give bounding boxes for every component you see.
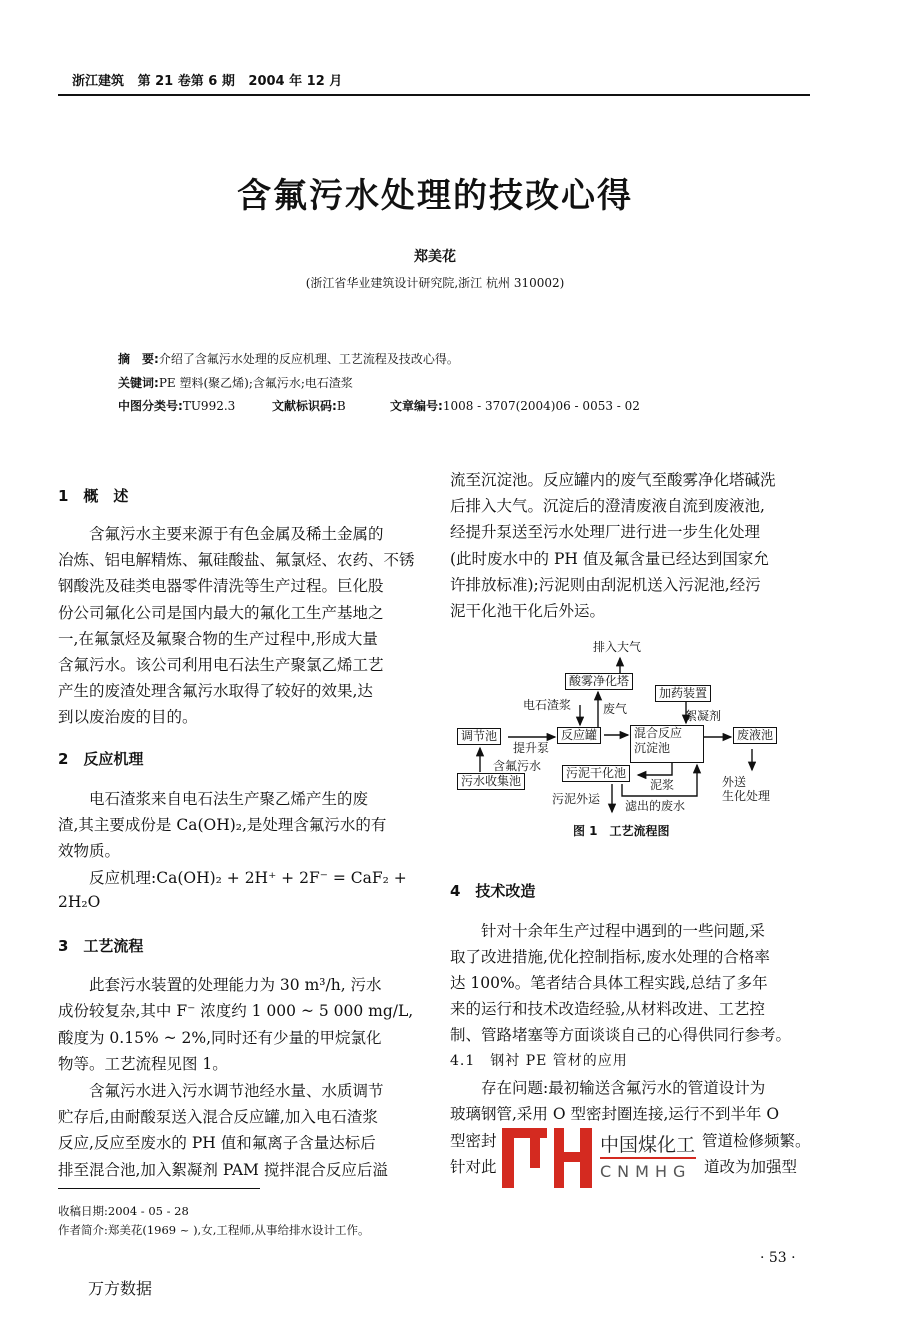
body-line: 反应,反应至废水的 PH 值和氟离子含量达标后 (58, 1134, 376, 1153)
section-4-1-heading: 4.1 钢衬 PE 管材的应用 (450, 1053, 628, 1069)
mixing-tank-line2: 沉淀池 (634, 741, 671, 755)
doc-code-label: 文献标识码: (272, 399, 337, 413)
label-sludge: 泥浆 (650, 778, 675, 792)
body-line: 含氟污水。该公司利用电石法生产聚氯乙烯工艺 (58, 656, 384, 674)
body-line: 产生的废渣处理含氟污水取得了较好的效果,达 (58, 682, 373, 701)
body-line: 物等。工艺流程见图 1。 (58, 1054, 228, 1073)
label-lift-pump: 提升泵 (513, 741, 550, 755)
label-carbide-slurry: 电石渣浆 (523, 698, 572, 712)
mixing-tank-line1: 混合反应 (634, 726, 683, 740)
page-number: · 53 · (760, 1250, 796, 1266)
body-line: 此套污水装置的处理能力为 30 m³/h, 污水 (58, 976, 382, 994)
body-line: 型密封 (450, 1132, 497, 1150)
body-line: 制、管路堵塞等方面谈谈自己的心得供同行参考。 (450, 1026, 792, 1045)
journal-name: 浙江建筑 (72, 74, 125, 89)
label-fluorine-wastewater: 含氟污水 (493, 759, 542, 773)
box-regulating-tank: 调节池 (457, 728, 501, 745)
box-dosing-device: 加药装置 (655, 685, 711, 702)
body-line: 管道检修频繁。 (702, 1129, 811, 1151)
body-line: 排至混合池,加入絮凝剂 PAM 搅拌混合反应后溢 (58, 1160, 388, 1179)
body-line: 来的运行和技术改造经验,从材料改进、工艺控 (450, 1000, 765, 1019)
body-line: 泥干化池干化后外运。 (450, 602, 606, 620)
body-line: 2H₂O (58, 893, 101, 911)
body-line: 玻璃钢管,采用 O 型密封圈连接,运行不到半年 O (450, 1105, 780, 1124)
box-reaction-tank: 反应罐 (557, 727, 601, 744)
keywords-text: PE 塑料(聚乙烯);含氟污水;电石渣浆 (158, 376, 353, 390)
watermark-cn: 中国煤化工 (600, 1134, 696, 1156)
section-4-heading: 4 技术改造 (450, 882, 536, 900)
doc-code-text: B (336, 399, 346, 413)
source-mark: 万方数据 (88, 1279, 153, 1298)
body-line: 针对十余年生产过程中遇到的一些问题,采 (450, 922, 765, 940)
affiliation: (浙江省华业建筑设计研究院,浙江 杭州 310002) (305, 276, 565, 290)
body-line: 电石渣浆来自电石法生产聚乙烯产生的废 (58, 790, 369, 808)
body-line: 效物质。 (58, 842, 121, 861)
author-bio: 作者简介:郑美花(1969 ~ ),女,工程师,从事给排水设计工作。 (58, 1223, 370, 1237)
label-filtered-water: 滤出的废水 (625, 799, 686, 813)
article-no-label: 文章编号: (390, 399, 443, 413)
watermark-logo (502, 1128, 592, 1188)
body-line: 许排放标准);污泥则由刮泥机送入污泥池,经污 (450, 575, 761, 594)
box-mixing-sedimentation-tank (630, 725, 704, 763)
body-line: 含氟污水主要来源于有色金属及稀土金属的 (58, 525, 384, 543)
clc-label: 中图分类号: (118, 399, 183, 413)
label-flocculant: 絮凝剂 (685, 709, 722, 723)
body-line: 达 100%。笔者结合具体工程实践,总结了多年 (450, 974, 768, 993)
author: 郑美花 (414, 249, 456, 265)
article-no-text: 1008 - 3707(2004)06 - 0053 - 02 (442, 399, 640, 413)
box-acid-mist-tower: 酸雾净化塔 (565, 673, 633, 690)
label-exhaust-to-air: 排入大气 (593, 640, 642, 654)
article-title: 含氟污水处理的技改心得 (237, 176, 633, 216)
body-line: 反应机理:Ca(OH)₂ + 2H⁺ + 2F⁻ = CaF₂ + (58, 869, 407, 887)
body-line: 后排入大气。沉淀后的澄清废液自流到废液池, (450, 497, 765, 516)
body-line: 贮存后,由耐酸泵送入混合反应罐,加入电石渣浆 (58, 1108, 378, 1127)
figure-caption: 图 1 工艺流程图 (573, 824, 670, 838)
label-sludge-out: 污泥外运 (552, 792, 601, 806)
watermark-rule (600, 1157, 696, 1159)
issue: 第 21 卷第 6 期 (137, 74, 235, 89)
abstract-text: 介绍了含氟污水处理的反应机理、工艺流程及技改心得。 (158, 352, 459, 366)
abstract-label: 摘 要: (118, 352, 159, 366)
body-line: 成份较复杂,其中 F⁻ 浓度约 1 000 ~ 5 000 mg/L, (58, 1002, 414, 1021)
keywords-label: 关键词: (118, 376, 159, 390)
section-1-heading: 1 概 述 (58, 487, 129, 505)
body-line: 渣,其主要成份是 Ca(OH)₂,是处理含氟污水的有 (58, 816, 387, 835)
box-collection-tank: 污水收集池 (457, 773, 525, 790)
body-line: (此时废水中的 PH 值及氟含量已经达到国家允 (450, 549, 769, 568)
clc-text: TU992.3 (182, 399, 236, 413)
body-line: 道改为加强型 (704, 1155, 797, 1177)
body-line: 份公司氟化公司是国内最大的氟化工生产基地之 (58, 603, 384, 622)
box-sludge-drying-tank: 污泥干化池 (562, 765, 630, 782)
body-line: 经提升泵送至污水处理厂进行进一步生化处理 (450, 523, 761, 542)
body-line: 针对此 (450, 1158, 497, 1176)
body-line: 冶炼、铝电解精炼、氟硅酸盐、氟氯烃、农药、不锈 (58, 551, 415, 570)
watermark-en: CNMHG (600, 1162, 692, 1181)
body-line: 取了改进措施,优化控制指标,废水处理的合格率 (450, 948, 770, 967)
body-line: 流至沉淀池。反应罐内的废气至酸雾净化塔碱洗 (450, 471, 776, 489)
body-line: 存在问题:最初输送含氟污水的管道设计为 (450, 1079, 766, 1097)
section-3-heading: 3 工艺流程 (58, 937, 144, 955)
label-waste-gas: 废气 (603, 702, 628, 716)
date: 2004 年 12 月 (248, 74, 343, 89)
body-line: 钢酸洗及硅类电器零件清洗等生产过程。巨化股 (58, 577, 384, 596)
body-line: 到以废治废的目的。 (58, 708, 198, 727)
box-waste-liquid-tank: 废液池 (733, 727, 777, 744)
label-biochemical-treatment: 生化处理 (722, 789, 771, 803)
arrow-sludge (638, 763, 672, 775)
body-line: 含氟污水进入污水调节池经水量、水质调节 (58, 1082, 384, 1100)
section-2-heading: 2 反应机理 (58, 750, 144, 768)
body-line: 酸度为 0.15% ~ 2%,同时还有少量的甲烷氯化 (58, 1028, 382, 1047)
received-date: 收稿日期:2004 - 05 - 28 (58, 1204, 189, 1218)
label-send-out: 外送 (722, 775, 747, 789)
body-line: 一,在氟氯烃及氟聚合物的生产过程中,形成大量 (58, 629, 378, 648)
